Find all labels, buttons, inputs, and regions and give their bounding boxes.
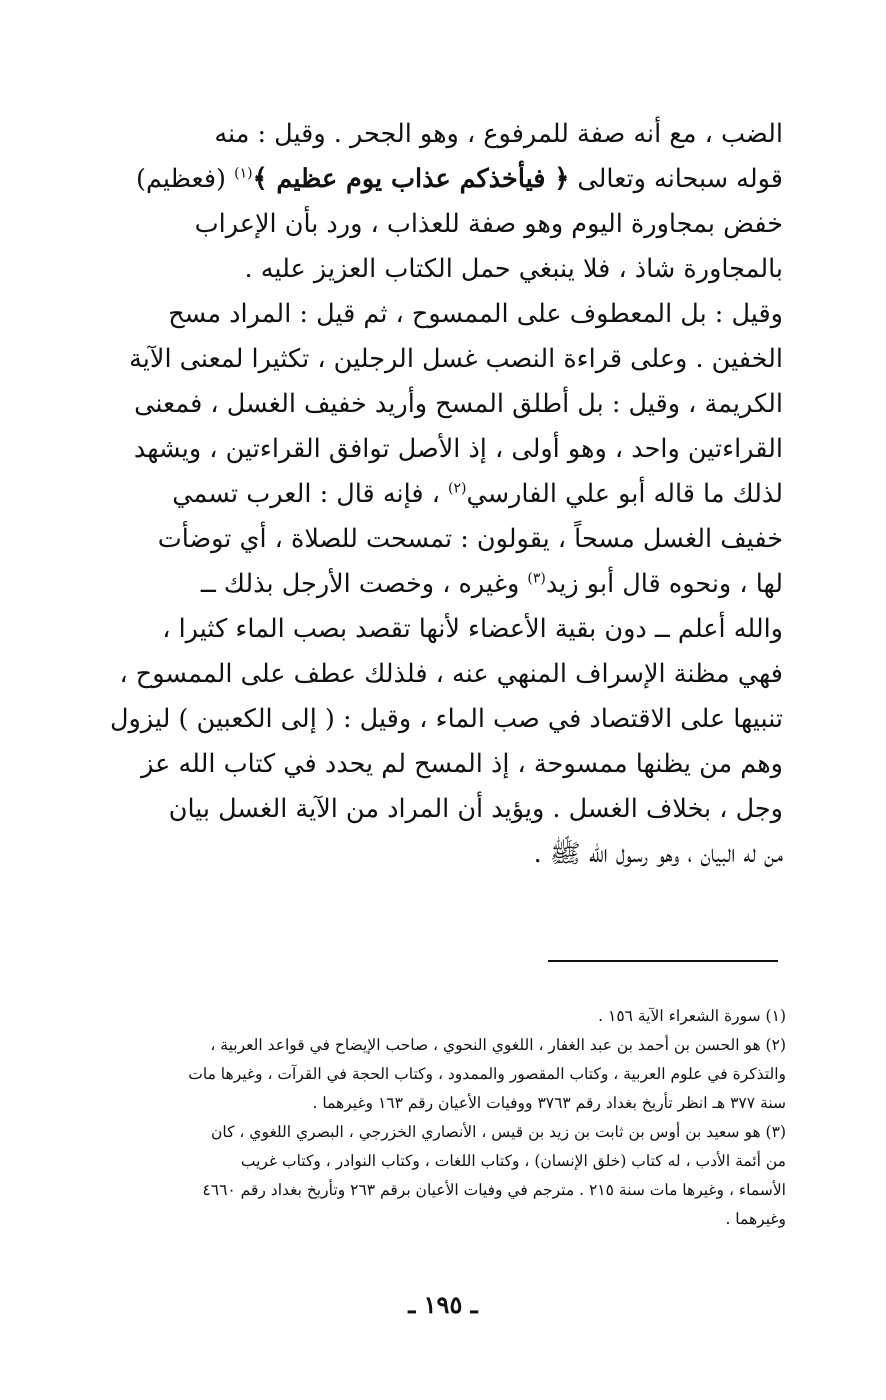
text-line-3: خفض بمجاورة اليوم وهو صفة للعذاب ، ورد بأن الإعراب: [194, 209, 783, 239]
footnote-3-line-1: (٣) هو سعيد بن أوس بن ثابت بن زيد بن قيس ، الأنصاري الخزرجي ، البصري اللغوي ، كان: [210, 1123, 786, 1141]
footnote-2-line-3: سنة ٣٧٧ هـ انظر تأريخ بغداد رقم ٣٧٦٣ ووفيات الأعيان رقم ١٦٣ وغيرهما .: [312, 1094, 786, 1112]
text-line-12: والله أعلم ــ دون بقية الأعضاء لأنها تقصد بصب الماء كثيرا ،: [162, 614, 783, 644]
text-line-9-start: لذلك ما قاله أبو علي الفارسي: [466, 479, 783, 509]
footnote-2-line-1: (٢) هو الحسن بن أحمد بن عبد الغفار ، اللغوي النحوي ، صاحب الإيضاح في قواعد العربية ،: [210, 1036, 786, 1054]
footnote-ref-3: (٣): [527, 570, 546, 587]
text-line-8: القراءتين واحد ، وهو أولى ، إذ الأصل توافق القراءتين ، ويشهد: [133, 434, 783, 464]
footnote-ref-1: (١): [234, 165, 253, 182]
text-line-13: فهي مظنة الإسراف المنهي عنه ، فلذلك عطف على الممسوح ،: [119, 659, 783, 689]
footnote-3-line-4: وغيرهما .: [725, 1210, 786, 1228]
text-line-9: [100, 472, 783, 517]
quran-verse: ﴿ فيأخذكم عذاب يوم عظيم ﴾: [252, 164, 570, 194]
text-line-2: [100, 157, 783, 202]
text-line-1: الضب ، مع أنه صفة للمرفوع ، وهو الجحر . وقيل : منه: [214, 119, 783, 149]
text-line-9-end: ، فإنه قال : العرب تسمي: [172, 479, 449, 509]
main-text-block: [100, 112, 783, 877]
text-line-2-start: قوله سبحانه وتعالى: [577, 164, 783, 194]
footnote-ref-2: (٢): [448, 480, 467, 497]
footnote-2-line-2: والتذكرة في علوم العربية ، وكتاب المقصور والممدود ، وكتاب الحجة في القرآت ، وغيرها مات: [188, 1065, 786, 1083]
text-line-17: من له البيان ، وهو رسول الله ﷺ .: [533, 839, 783, 869]
footnote-separator: [548, 960, 778, 962]
text-line-15: وهم من يظنها ممسوحة ، إذ المسح لم يحدد في كتاب الله عز: [141, 749, 783, 779]
text-line-7: الكريمة ، وقيل : بل أطلق المسح وأريد خفيف الغسل ، فمعنى: [134, 389, 783, 419]
text-line-2-end: (فعظيم): [136, 164, 235, 194]
text-line-10: خفيف الغسل مسحاً ، يقولون : تمسحت للصلاة ، أي توضأت: [157, 524, 783, 554]
footnote-3-line-3: الأسماء ، وغيرها مات سنة ٢١٥ . مترجم في وفيات الأعيان برقم ٢٦٣ وتأريخ بغداد رقم ٤٦٦٠: [202, 1181, 786, 1199]
footnote-3-line-2: من أئمة الأدب ، له كتاب (خلق الإنسان) ، وكتاب اللغات ، وكتاب النوادر ، وكتاب غريب: [240, 1152, 786, 1170]
page-number: ـ ١٩٥ ـ: [408, 1290, 478, 1319]
text-line-11-start: لها ، ونحوه قال أبو زيد: [545, 569, 783, 599]
footnote-1: (١) سورة الشعراء الآية ١٥٦ .: [598, 1007, 786, 1025]
footnotes-block: [104, 1002, 786, 1234]
text-line-5: وقيل : بل المعطوف على الممسوح ، ثم قيل : المراد مسح: [168, 299, 783, 329]
text-line-14: تنبيها على الاقتصاد في صب الماء ، وقيل : ( إلى الكعبين ) ليزول: [110, 704, 783, 734]
text-line-11: [100, 562, 783, 607]
text-line-6: الخفين . وعلى قراءة النصب غسل الرجلين ، تكثيرا لمعنى الآية: [129, 344, 783, 374]
text-line-11-end: وغيره ، وخصت الأرجل بذلك ــ: [200, 569, 528, 599]
text-line-4: بالمجاورة شاذ ، فلا ينبغي حمل الكتاب العزيز عليه .: [244, 254, 783, 284]
text-line-16: وجل ، بخلاف الغسل . ويؤيد أن المراد من الآية الغسل بيان: [168, 794, 783, 824]
